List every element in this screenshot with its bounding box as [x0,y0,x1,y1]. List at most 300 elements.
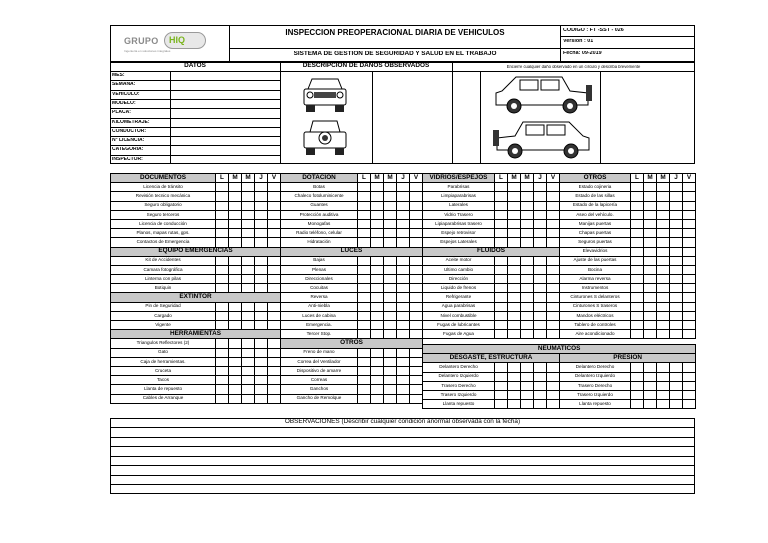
check-cell[interactable] [683,275,696,284]
check-cell[interactable] [657,201,670,210]
check-cell[interactable] [410,183,423,192]
check-cell[interactable] [371,357,384,366]
check-cell[interactable] [255,366,268,375]
check-cell[interactable] [358,330,371,339]
check-cell[interactable] [358,210,371,219]
check-cell[interactable] [657,229,670,238]
check-cell[interactable] [410,366,423,375]
check-cell[interactable] [683,201,696,210]
tire-check-cell[interactable] [644,390,657,399]
check-cell[interactable] [534,192,547,201]
datos-field-input[interactable] [171,127,280,136]
check-cell[interactable] [229,183,242,192]
check-cell[interactable] [397,238,410,247]
tire-check-cell[interactable] [683,390,696,399]
check-cell[interactable] [397,192,410,201]
check-cell[interactable] [255,394,268,403]
check-cell[interactable] [547,183,560,192]
check-cell[interactable] [508,275,521,284]
check-cell[interactable] [521,330,534,339]
check-cell[interactable] [268,376,281,385]
check-cell[interactable] [255,183,268,192]
check-cell[interactable] [534,210,547,219]
check-cell[interactable] [521,238,534,247]
check-cell[interactable] [216,219,229,228]
check-cell[interactable] [521,321,534,330]
check-cell[interactable] [371,321,384,330]
check-cell[interactable] [229,376,242,385]
check-cell[interactable] [255,192,268,201]
check-cell[interactable] [631,284,644,293]
check-cell[interactable] [371,256,384,265]
check-cell[interactable] [495,201,508,210]
check-cell[interactable] [242,311,255,320]
check-cell[interactable] [644,293,657,302]
check-cell[interactable] [216,366,229,375]
check-cell[interactable] [358,284,371,293]
tire-check-cell[interactable] [495,372,508,381]
check-cell[interactable] [644,183,657,192]
check-cell[interactable] [410,210,423,219]
check-cell[interactable] [683,265,696,274]
check-cell[interactable] [242,284,255,293]
check-cell[interactable] [670,210,683,219]
check-cell[interactable] [397,385,410,394]
check-cell[interactable] [495,229,508,238]
check-cell[interactable] [547,256,560,265]
check-cell[interactable] [410,275,423,284]
check-cell[interactable] [644,247,657,256]
check-cell[interactable] [384,210,397,219]
tire-check-cell[interactable] [547,381,560,390]
check-cell[interactable] [495,219,508,228]
check-cell[interactable] [242,201,255,210]
check-cell[interactable] [631,256,644,265]
check-cell[interactable] [229,302,242,311]
check-cell[interactable] [534,302,547,311]
check-cell[interactable] [534,183,547,192]
check-cell[interactable] [371,394,384,403]
check-cell[interactable] [508,201,521,210]
check-cell[interactable] [371,348,384,357]
check-cell[interactable] [371,376,384,385]
tire-check-cell[interactable] [547,390,560,399]
check-cell[interactable] [384,201,397,210]
check-cell[interactable] [384,183,397,192]
check-cell[interactable] [683,210,696,219]
check-cell[interactable] [384,275,397,284]
check-cell[interactable] [371,275,384,284]
check-cell[interactable] [358,302,371,311]
check-cell[interactable] [384,256,397,265]
observaciones-input[interactable] [111,457,694,465]
check-cell[interactable] [657,311,670,320]
check-cell[interactable] [410,321,423,330]
check-cell[interactable] [547,192,560,201]
check-cell[interactable] [371,366,384,375]
tire-check-cell[interactable] [547,363,560,372]
check-cell[interactable] [268,201,281,210]
check-cell[interactable] [547,330,560,339]
check-cell[interactable] [657,321,670,330]
tire-check-cell[interactable] [508,381,521,390]
check-cell[interactable] [534,238,547,247]
check-cell[interactable] [670,321,683,330]
check-cell[interactable] [631,183,644,192]
check-cell[interactable] [229,192,242,201]
check-cell[interactable] [547,302,560,311]
datos-field-input[interactable] [171,136,280,145]
tire-check-cell[interactable] [534,381,547,390]
check-cell[interactable] [371,183,384,192]
check-cell[interactable] [371,210,384,219]
check-cell[interactable] [216,183,229,192]
check-cell[interactable] [384,330,397,339]
check-cell[interactable] [410,311,423,320]
check-cell[interactable] [397,256,410,265]
tire-check-cell[interactable] [683,381,696,390]
check-cell[interactable] [410,394,423,403]
datos-field-input[interactable] [171,145,280,154]
check-cell[interactable] [657,210,670,219]
check-cell[interactable] [410,238,423,247]
check-cell[interactable] [521,183,534,192]
check-cell[interactable] [683,219,696,228]
tire-check-cell[interactable] [670,372,683,381]
check-cell[interactable] [508,330,521,339]
check-cell[interactable] [242,321,255,330]
check-cell[interactable] [255,376,268,385]
check-cell[interactable] [508,265,521,274]
check-cell[interactable] [495,284,508,293]
check-cell[interactable] [268,348,281,357]
tire-check-cell[interactable] [547,372,560,381]
check-cell[interactable] [495,238,508,247]
check-cell[interactable] [547,293,560,302]
check-cell[interactable] [521,256,534,265]
tire-check-cell[interactable] [495,390,508,399]
check-cell[interactable] [255,229,268,238]
check-cell[interactable] [495,275,508,284]
check-cell[interactable] [631,210,644,219]
check-cell[interactable] [631,219,644,228]
check-cell[interactable] [358,265,371,274]
check-cell[interactable] [371,330,384,339]
check-cell[interactable] [495,183,508,192]
check-cell[interactable] [397,284,410,293]
check-cell[interactable] [397,210,410,219]
tire-check-cell[interactable] [631,363,644,372]
check-cell[interactable] [371,302,384,311]
check-cell[interactable] [410,192,423,201]
check-cell[interactable] [508,311,521,320]
check-cell[interactable] [229,219,242,228]
check-cell[interactable] [547,210,560,219]
observaciones-input[interactable] [111,476,694,484]
check-cell[interactable] [216,256,229,265]
check-cell[interactable] [670,219,683,228]
check-cell[interactable] [410,376,423,385]
tire-check-cell[interactable] [683,400,696,409]
check-cell[interactable] [397,201,410,210]
tire-check-cell[interactable] [508,400,521,409]
check-cell[interactable] [521,201,534,210]
check-cell[interactable] [358,311,371,320]
check-cell[interactable] [410,293,423,302]
check-cell[interactable] [657,247,670,256]
check-cell[interactable] [547,275,560,284]
check-cell[interactable] [495,192,508,201]
check-cell[interactable] [521,302,534,311]
check-cell[interactable] [397,357,410,366]
check-cell[interactable] [495,330,508,339]
check-cell[interactable] [534,201,547,210]
check-cell[interactable] [384,293,397,302]
tire-check-cell[interactable] [657,400,670,409]
check-cell[interactable] [229,366,242,375]
check-cell[interactable] [521,265,534,274]
check-cell[interactable] [534,265,547,274]
check-cell[interactable] [242,394,255,403]
tire-check-cell[interactable] [644,381,657,390]
check-cell[interactable] [268,183,281,192]
check-cell[interactable] [371,201,384,210]
check-cell[interactable] [229,348,242,357]
check-cell[interactable] [229,339,242,348]
check-cell[interactable] [242,339,255,348]
check-cell[interactable] [631,275,644,284]
check-cell[interactable] [631,192,644,201]
check-cell[interactable] [410,265,423,274]
check-cell[interactable] [216,275,229,284]
check-cell[interactable] [255,201,268,210]
check-cell[interactable] [216,192,229,201]
check-cell[interactable] [229,265,242,274]
tire-check-cell[interactable] [657,372,670,381]
tire-check-cell[interactable] [508,372,521,381]
check-cell[interactable] [397,302,410,311]
check-cell[interactable] [216,385,229,394]
check-cell[interactable] [358,376,371,385]
tire-check-cell[interactable] [495,381,508,390]
datos-field-input[interactable] [171,108,280,117]
tire-check-cell[interactable] [670,400,683,409]
check-cell[interactable] [358,183,371,192]
check-cell[interactable] [384,229,397,238]
check-cell[interactable] [534,275,547,284]
check-cell[interactable] [683,321,696,330]
check-cell[interactable] [508,229,521,238]
check-cell[interactable] [358,293,371,302]
check-cell[interactable] [631,247,644,256]
check-cell[interactable] [495,210,508,219]
check-cell[interactable] [371,229,384,238]
check-cell[interactable] [268,229,281,238]
check-cell[interactable] [495,265,508,274]
check-cell[interactable] [268,394,281,403]
tire-check-cell[interactable] [670,363,683,372]
tire-check-cell[interactable] [534,400,547,409]
check-cell[interactable] [216,357,229,366]
check-cell[interactable] [644,302,657,311]
check-cell[interactable] [242,385,255,394]
check-cell[interactable] [495,302,508,311]
check-cell[interactable] [644,210,657,219]
check-cell[interactable] [683,238,696,247]
check-cell[interactable] [657,293,670,302]
check-cell[interactable] [508,238,521,247]
check-cell[interactable] [644,311,657,320]
check-cell[interactable] [255,210,268,219]
tire-check-cell[interactable] [521,363,534,372]
check-cell[interactable] [521,275,534,284]
tire-check-cell[interactable] [495,400,508,409]
check-cell[interactable] [534,229,547,238]
check-cell[interactable] [216,229,229,238]
check-cell[interactable] [410,357,423,366]
check-cell[interactable] [410,330,423,339]
check-cell[interactable] [683,330,696,339]
check-cell[interactable] [384,284,397,293]
check-cell[interactable] [683,293,696,302]
check-cell[interactable] [508,183,521,192]
check-cell[interactable] [410,201,423,210]
check-cell[interactable] [670,192,683,201]
check-cell[interactable] [670,275,683,284]
check-cell[interactable] [644,284,657,293]
check-cell[interactable] [547,284,560,293]
check-cell[interactable] [521,210,534,219]
check-cell[interactable] [508,192,521,201]
check-cell[interactable] [397,311,410,320]
datos-field-input[interactable] [171,71,280,80]
check-cell[interactable] [371,284,384,293]
check-cell[interactable] [547,311,560,320]
check-cell[interactable] [229,256,242,265]
check-cell[interactable] [384,238,397,247]
tire-check-cell[interactable] [495,363,508,372]
check-cell[interactable] [242,256,255,265]
check-cell[interactable] [216,302,229,311]
check-cell[interactable] [216,376,229,385]
check-cell[interactable] [268,256,281,265]
check-cell[interactable] [216,394,229,403]
check-cell[interactable] [397,376,410,385]
check-cell[interactable] [268,366,281,375]
check-cell[interactable] [242,376,255,385]
check-cell[interactable] [384,385,397,394]
check-cell[interactable] [216,238,229,247]
check-cell[interactable] [521,192,534,201]
datos-field-input[interactable] [171,155,280,164]
check-cell[interactable] [242,183,255,192]
check-cell[interactable] [683,311,696,320]
tire-check-cell[interactable] [670,390,683,399]
check-cell[interactable] [547,219,560,228]
check-cell[interactable] [358,348,371,357]
check-cell[interactable] [242,219,255,228]
check-cell[interactable] [371,219,384,228]
check-cell[interactable] [242,238,255,247]
check-cell[interactable] [670,247,683,256]
check-cell[interactable] [255,348,268,357]
check-cell[interactable] [644,265,657,274]
check-cell[interactable] [268,321,281,330]
check-cell[interactable] [534,321,547,330]
check-cell[interactable] [631,201,644,210]
tire-check-cell[interactable] [657,381,670,390]
check-cell[interactable] [644,256,657,265]
check-cell[interactable] [229,210,242,219]
check-cell[interactable] [384,321,397,330]
check-cell[interactable] [371,192,384,201]
check-cell[interactable] [397,183,410,192]
observaciones-input[interactable] [111,438,694,446]
check-cell[interactable] [255,339,268,348]
check-cell[interactable] [670,183,683,192]
check-cell[interactable] [242,357,255,366]
check-cell[interactable] [631,293,644,302]
check-cell[interactable] [397,265,410,274]
check-cell[interactable] [242,302,255,311]
check-cell[interactable] [358,229,371,238]
check-cell[interactable] [384,219,397,228]
tire-check-cell[interactable] [670,381,683,390]
check-cell[interactable] [547,321,560,330]
check-cell[interactable] [508,256,521,265]
check-cell[interactable] [268,192,281,201]
check-cell[interactable] [644,219,657,228]
check-cell[interactable] [397,394,410,403]
check-cell[interactable] [268,210,281,219]
check-cell[interactable] [242,366,255,375]
check-cell[interactable] [644,192,657,201]
check-cell[interactable] [631,229,644,238]
check-cell[interactable] [547,201,560,210]
check-cell[interactable] [384,302,397,311]
check-cell[interactable] [371,265,384,274]
check-cell[interactable] [397,275,410,284]
check-cell[interactable] [268,385,281,394]
check-cell[interactable] [495,321,508,330]
check-cell[interactable] [384,311,397,320]
check-cell[interactable] [534,219,547,228]
tire-check-cell[interactable] [683,372,696,381]
check-cell[interactable] [670,201,683,210]
check-cell[interactable] [242,348,255,357]
check-cell[interactable] [268,219,281,228]
tire-check-cell[interactable] [683,363,696,372]
check-cell[interactable] [683,229,696,238]
tire-check-cell[interactable] [631,381,644,390]
check-cell[interactable] [631,330,644,339]
check-cell[interactable] [657,284,670,293]
check-cell[interactable] [229,321,242,330]
check-cell[interactable] [397,321,410,330]
check-cell[interactable] [670,302,683,311]
check-cell[interactable] [371,385,384,394]
check-cell[interactable] [242,229,255,238]
check-cell[interactable] [268,284,281,293]
check-cell[interactable] [683,247,696,256]
check-cell[interactable] [508,219,521,228]
check-cell[interactable] [229,385,242,394]
check-cell[interactable] [670,238,683,247]
check-cell[interactable] [631,302,644,311]
check-cell[interactable] [534,284,547,293]
check-cell[interactable] [508,293,521,302]
check-cell[interactable] [644,321,657,330]
